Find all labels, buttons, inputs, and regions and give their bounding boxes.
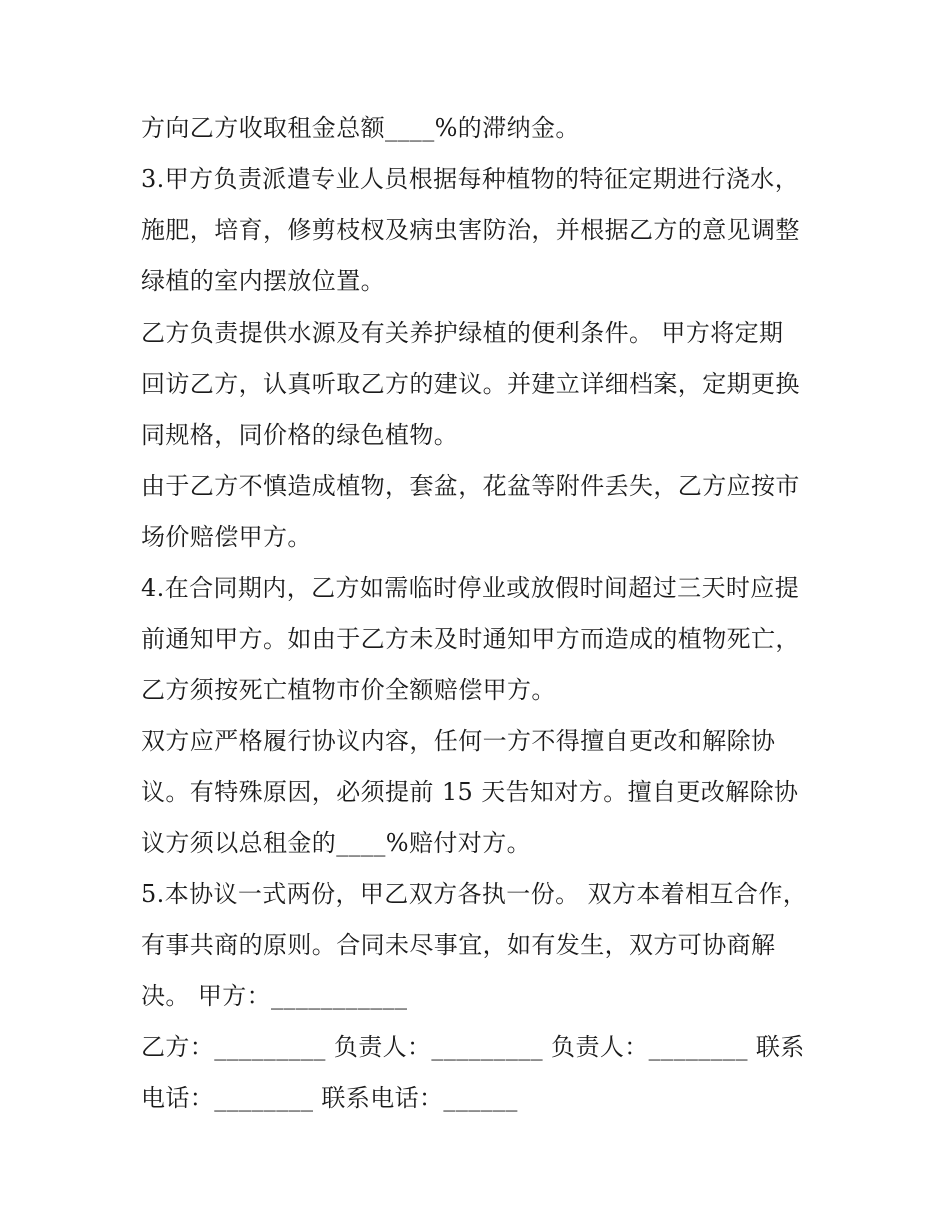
text-line: 乙方：_________ 负责人：_________ 负责人：________ 联系: [141, 1033, 805, 1061]
text-line: 5.本协议一式两份，甲乙双方各执一份。 双方本着相互合作，: [141, 880, 808, 908]
text-line: 同规格，同价格的绿色植物。: [141, 421, 459, 449]
text-line: 施肥，培育，修剪枝杈及病虫害防治，并根据乙方的意见调整: [141, 216, 800, 244]
text-line: 议。有特殊原因，必须提前 15 天告知对方。擅自更改解除协: [141, 778, 799, 806]
text-line: 场价赔偿甲方。: [141, 523, 312, 551]
text-line: 3.甲方负责派遣专业人员根据每种植物的特征定期进行浇水，: [141, 165, 800, 193]
text-line: 绿植的室内摆放位置。: [141, 267, 385, 295]
text-line: 前通知甲方。如由于乙方未及时通知甲方而造成的植物死亡，: [141, 625, 800, 653]
text-line: 议方须以总租金的____%赔付对方。: [141, 829, 532, 857]
text-line: 决。 甲方：___________: [141, 982, 408, 1010]
text-line: 有事共商的原则。合同未尽事宜，如有发生，双方可协商解: [141, 931, 776, 959]
text-line: 乙方须按死亡植物市价全额赔偿甲方。: [141, 676, 556, 704]
text-line: 回访乙方，认真听取乙方的建议。并建立详细档案，定期更换: [141, 370, 800, 398]
text-line: 由于乙方不慎造成植物，套盆，花盆等附件丢失，乙方应按市: [141, 472, 800, 500]
text-line: 方向乙方收取租金总额____%的滞纳金。: [141, 114, 580, 142]
text-line: 4.在合同期内，乙方如需临时停业或放假时间超过三天时应提: [141, 574, 800, 602]
text-line: 乙方负责提供水源及有关养护绿植的便利条件。 甲方将定期: [141, 319, 784, 347]
text-line: 电话：________ 联系电话：______: [141, 1084, 518, 1112]
text-line: 双方应严格履行协议内容，任何一方不得擅自更改和解除协: [141, 727, 776, 755]
